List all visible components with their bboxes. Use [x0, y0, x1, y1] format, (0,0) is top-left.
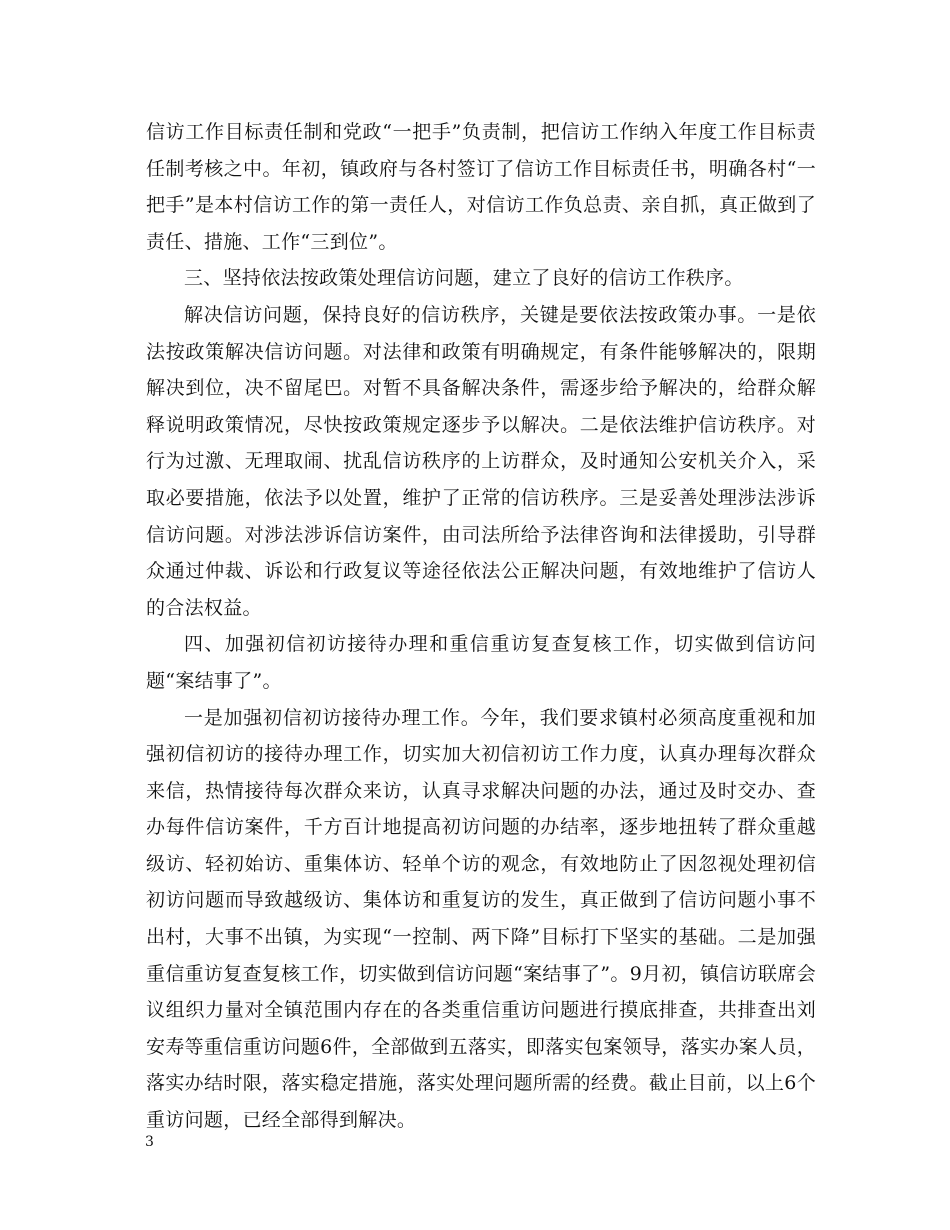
paragraph-1: 信访工作目标责任制和党政“一把手”负责制，把信访工作纳入年度工作目标责任制考核之中。年初，镇政府与各村签订了信访工作目标责任书，明确各村“一把手”是本村信访工作的第一责任人，对信访工作负总责、亲自抓，真正做到了责任、措施、工作“三到位”。	[146, 121, 816, 253]
paragraph-3: 解决信访问题，保持良好的信访秩序，关键是要依法按政策办事。一是依法按政策解决信访问题。对法律和政策有明确规定，有条件能够解决的，限期解决到位，决不留尾巴。对暂不具备解决条件，需逐步给予解决的，给群众解释说明政策情况，尽快按政策规定逐步予以解决。二是依法维护信访秩序。对行为过激、无理取闹、扰乱信访秩序的上访群众，及时通知公安机关介入，采取必要措施，依法予以处置，维护了正常的信访秩序。三是妥善处理涉法涉诉信访问题。对涉法涉诉信访案件，由司法所给予法律咨询和法律援助，引导群众通过仲裁、诉讼和行政复议等途径依法公正解决问题，有效地维护了信访人的合法权益。	[146, 303, 816, 619]
heading-section-3: 三、坚持依法按政策处理信访问题，建立了良好的信访工作秩序。	[184, 267, 744, 290]
paragraph-5: 一是加强初信初访接待办理工作。今年，我们要求镇村必须高度重视和加强初信初访的接待办理工作，切实加大初信初访工作力度，认真办理每次群众来信，热情接待每次群众来访，认真寻求解决问题的办法，通过及时交办、查办每件信访案件，千方百计地提高初访问题的办结率，逐步地扭转了群众重越级访、轻初始访、重集体访、轻单个访的观念，有效地防止了因忽视处理初信初访问题而导致越级访、集体访和重复访的发生，真正做到了信访问题小事不出村，大事不出镇，为实现“一控制、两下降”目标打下坚实的基础。二是加强重信重访复查复核工作，切实做到信访问题“案结事了”。9月初，镇信访联席会议组织力量对全镇范围内存在的各类重信重访问题进行摸底排查，共排查出刘安寿等重信重访问题6件，全部做到五落实，即落实包案领导，落实办案人员，落实办结时限，落实稳定措施，落实处理问题所需的经费。截止目前，以上6个重访问题，已经全部得到解决。	[146, 706, 816, 1132]
heading-section-4: 四、加强初信初访接待办理和重信重访复查复核工作，切实做到信访问题“案结事了”。	[146, 633, 816, 692]
body-text	[146, 114, 816, 1139]
page-number: 3	[145, 1134, 154, 1150]
